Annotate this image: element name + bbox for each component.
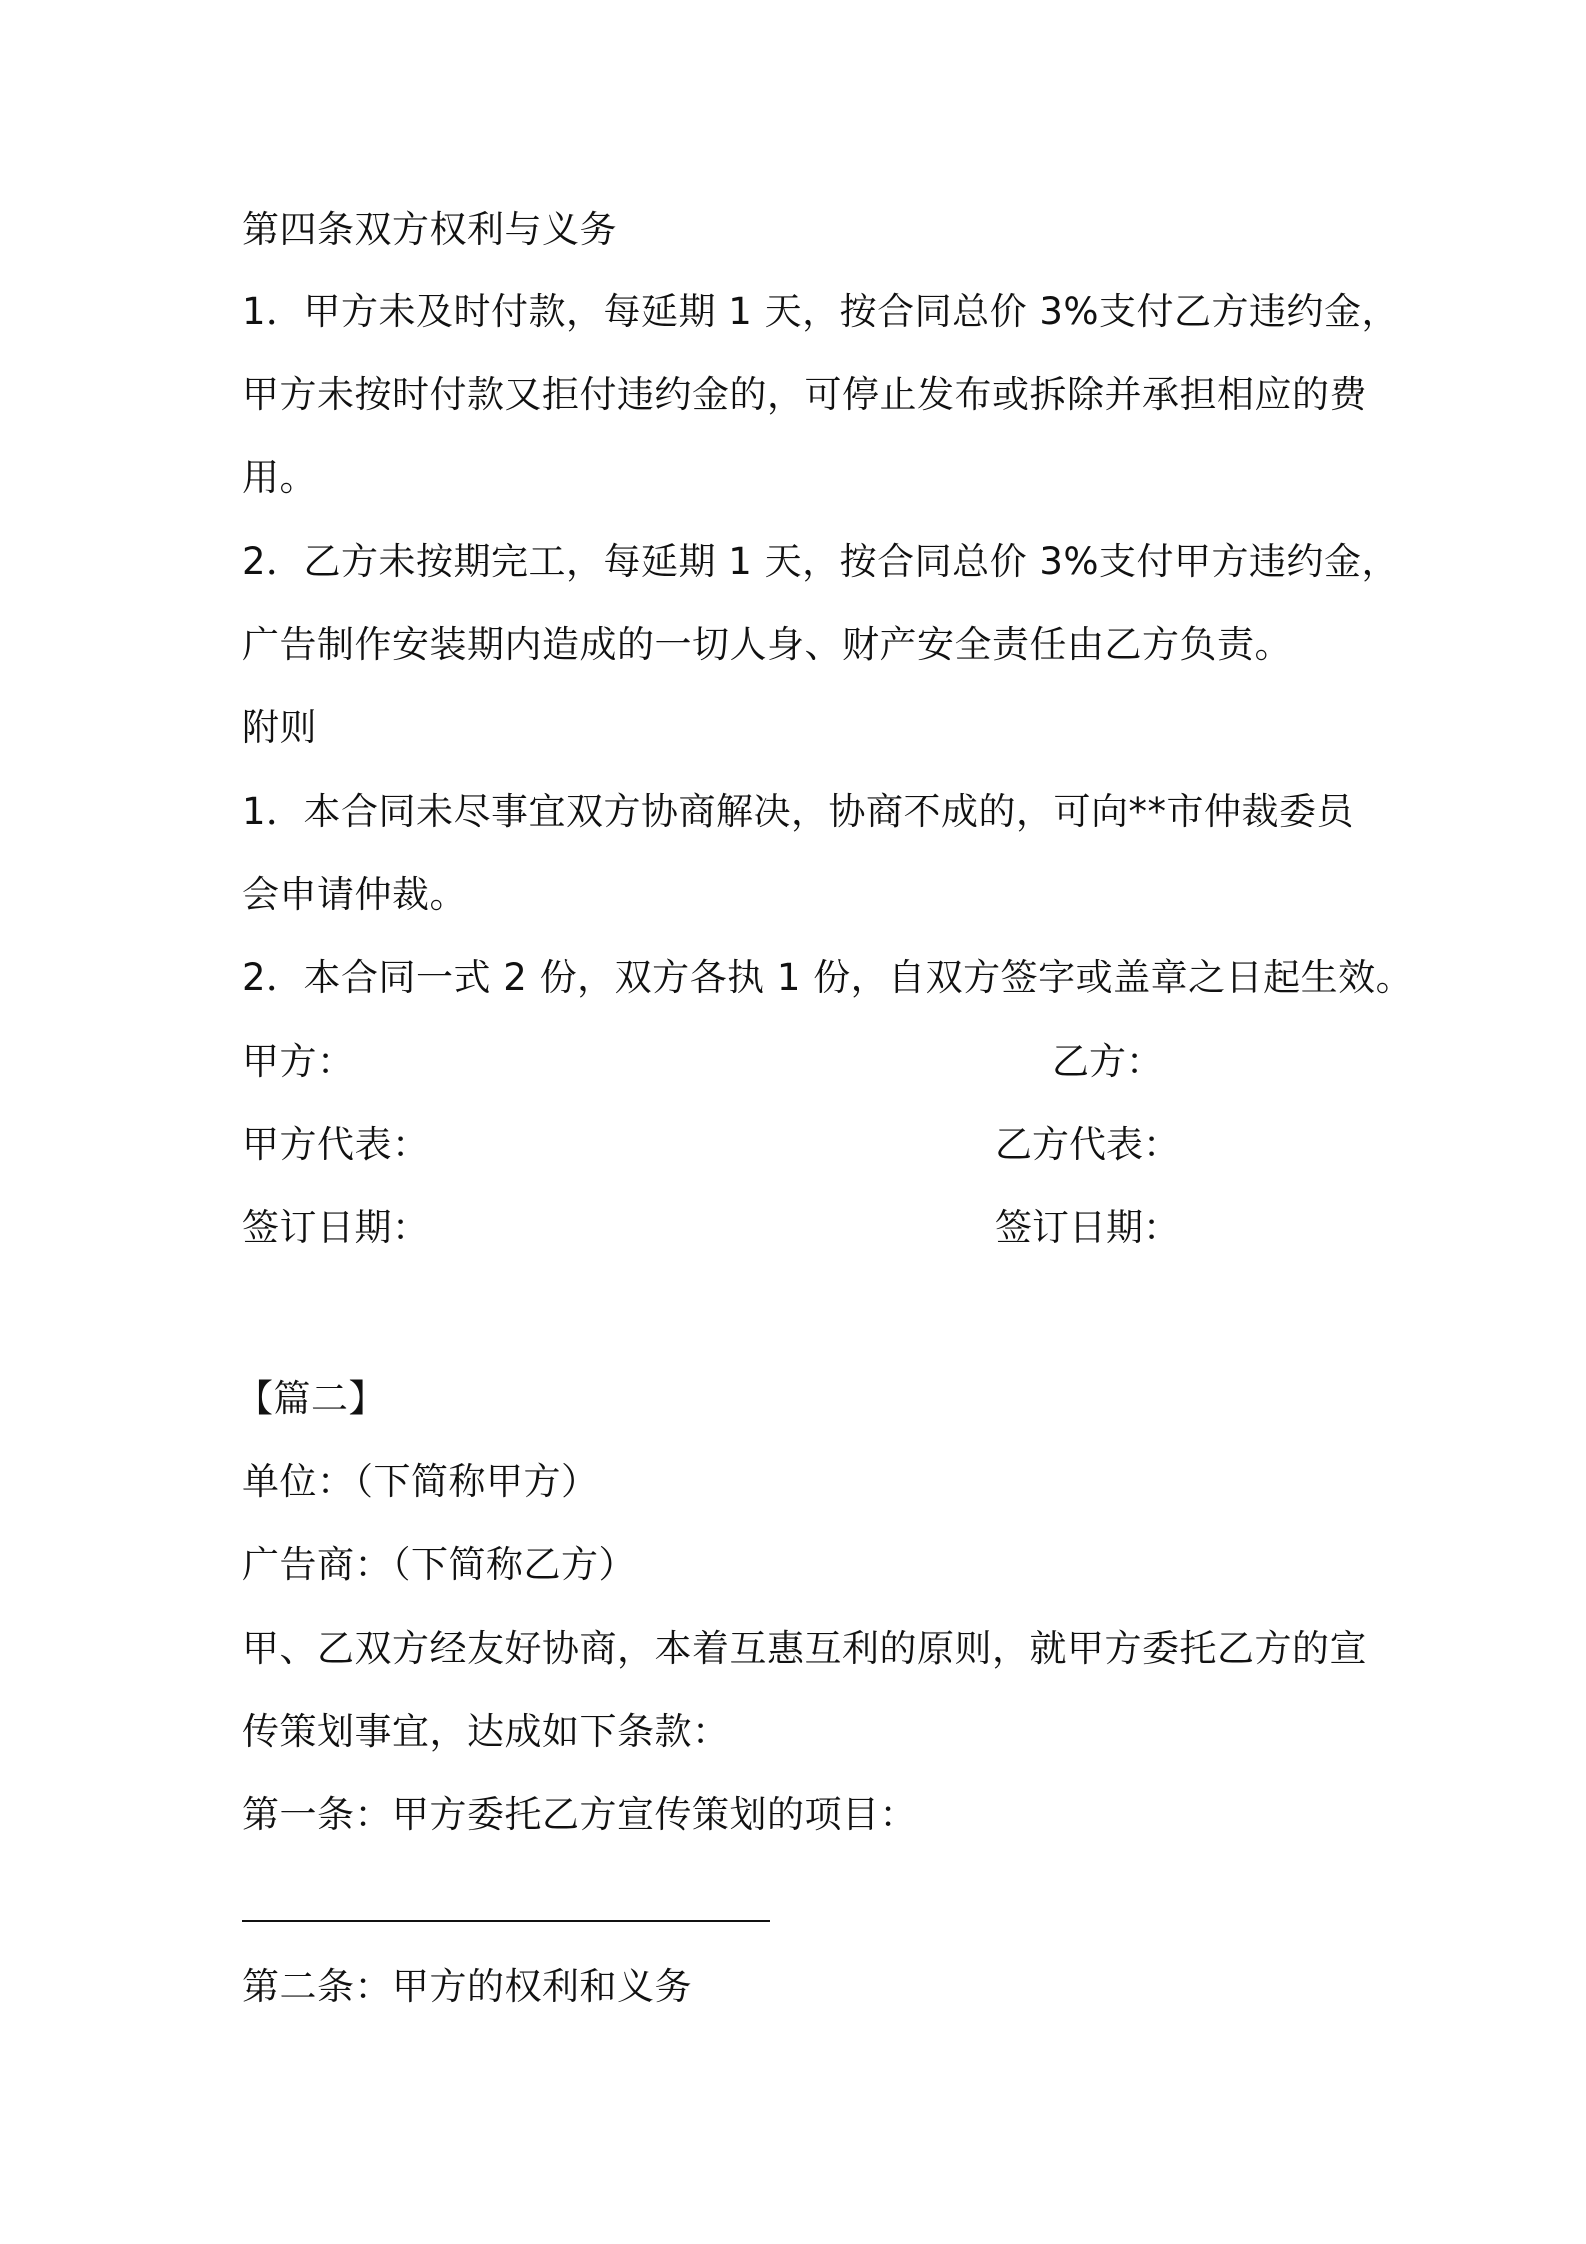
party-a-date-label: 签订日期： (242, 1206, 430, 1249)
fill-in-blank-line (242, 1920, 770, 1922)
article4-item2-line1: 2．乙方未按期完工，每延期 1 天，按合同总价 3%支付甲方违约金， (242, 540, 1400, 583)
party-a-rep-label: 甲方代表： (242, 1123, 430, 1166)
article4-item1-line3: 用。 (242, 456, 317, 499)
article4-item1-line2: 甲方未按时付款又拒付违约金的，可停止发布或拆除并承担相应的费 (242, 373, 1367, 416)
part2-advertiser: 广告商：（下简称乙方） (242, 1543, 636, 1586)
part2-article2: 第二条：甲方的权利和义务 (242, 1965, 692, 2008)
part2-article1: 第一条：甲方委托乙方宣传策划的项目： (242, 1793, 917, 1836)
part2-heading: 【篇二】 (236, 1377, 386, 1420)
article4-item2-line2: 广告制作安装期内造成的一切人身、财产安全责任由乙方负责。 (242, 623, 1292, 666)
appendix-item2: 2．本合同一式 2 份，双方各执 1 份，自双方签字或盖章之日起生效。 (242, 956, 1414, 999)
part2-intro-line1: 甲、乙双方经友好协商，本着互惠互利的原则，就甲方委托乙方的宣 (242, 1627, 1367, 1670)
part2-intro-line2: 传策划事宜，达成如下条款： (242, 1710, 730, 1753)
party-b-rep-label: 乙方代表： (995, 1123, 1180, 1166)
party-a-label: 甲方： (242, 1040, 355, 1083)
party-b-date-label: 签订日期： (995, 1206, 1180, 1249)
part2-unit: 单位：（下简称甲方） (242, 1460, 599, 1503)
appendix-heading: 附则 (242, 706, 317, 749)
article4-heading: 第四条双方权利与义务 (242, 208, 617, 251)
appendix-item1-line1: 1．本合同未尽事宜双方协商解决，协商不成的，可向**市仲裁委员 (242, 790, 1355, 833)
article4-item1-line1: 1．甲方未及时付款，每延期 1 天，按合同总价 3%支付乙方违约金， (242, 290, 1400, 333)
party-b-label: 乙方： (1052, 1040, 1163, 1083)
appendix-item1-line2: 会申请仲裁。 (242, 873, 467, 916)
